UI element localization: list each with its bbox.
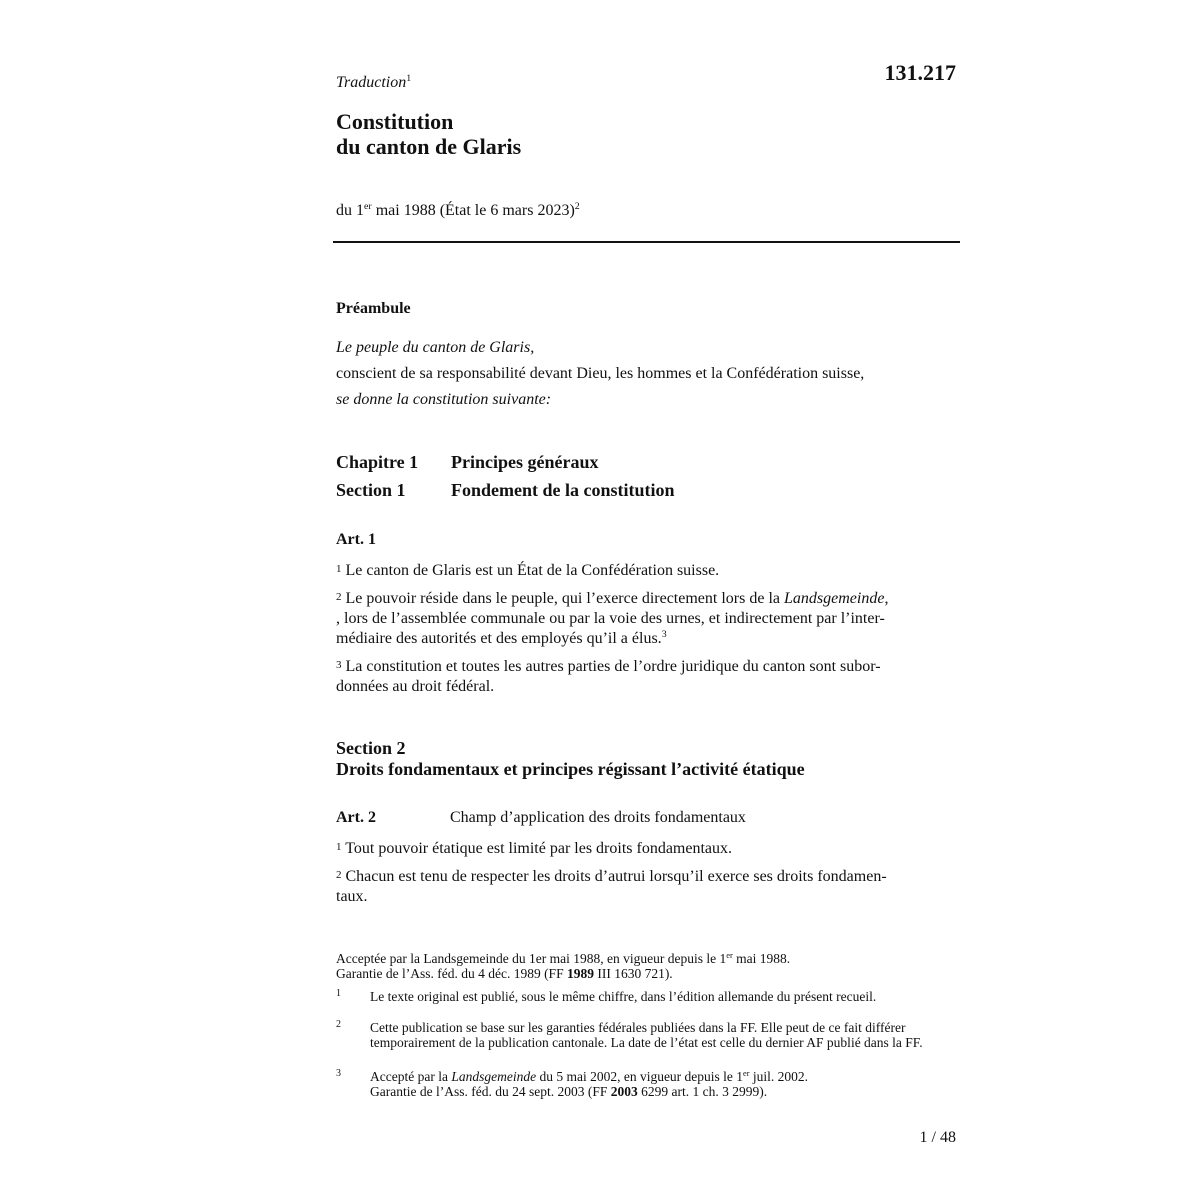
article-paragraph: 3 La constitution et toutes les autres parties de l’ordre juridique du canton sont subor- données au droit fédéral. [336,658,881,695]
footnote-ref[interactable]: 3 [661,629,667,641]
section-heading: Section 1 Fondement de la constitution [336,480,675,500]
document-number: 131.217 [884,60,956,85]
header-divider [333,241,960,243]
footnote-ref[interactable]: 1 [406,73,412,85]
article-title: Art. 2 Champ d’application des droits fondamentaux [336,809,746,826]
footnote-ref[interactable]: 2 [574,201,580,213]
preamble-line: se donne la constitution suivante: [336,391,552,408]
chapter-heading: Chapitre 1 Principes généraux [336,452,599,472]
footnote-intro: Acceptée par la Landsgemeinde du 1er mai 1988, en vigueur depuis le 1er mai 1988. Garantie de l’Ass. féd. du 4 déc. 1989 (FF 1989 III 1630 721). [336,950,791,981]
article-paragraph: 2 Le pouvoir réside dans le peuple, qui l’exerce directement lors de la Landsgemeinde, , lors de l’assemblée communale ou par la voie des urnes, et indirectement par l’inter- médiaire des autorités et des employés qu’il a élus.$^3$ [336,590,889,647]
article-paragraph: 1 Le canton de Glaris est un État de la Confédération suisse. [336,562,720,579]
preamble-line: Le peuple du canton de Glaris, [336,339,535,356]
document-title: Constitution du canton de Glaris [336,109,522,159]
article-paragraph: 1 Tout pouvoir étatique est limité par les droits fondamentaux. [336,840,733,857]
document-date: du 1er mai 1988 (État le 6 mars 2023)$^2$ [336,201,580,219]
preamble-line: conscient de sa responsabilité devant Dieu, les hommes et la Confédération suisse, [336,365,865,382]
translation-label: Traduction$^1$ [336,73,412,91]
preamble-heading: Préambule [336,300,411,317]
page-number: 1 / 48 [919,1129,956,1146]
article-paragraph: 2 Chacun est tenu de respecter les droits d’autrui lorsqu’il exerce ses droits fondamen- taux. [336,868,887,905]
section-heading: Section 2 Droits fondamentaux et principes régissant l’activité étatique [336,738,805,779]
article-title: Art. 1 [336,531,376,548]
